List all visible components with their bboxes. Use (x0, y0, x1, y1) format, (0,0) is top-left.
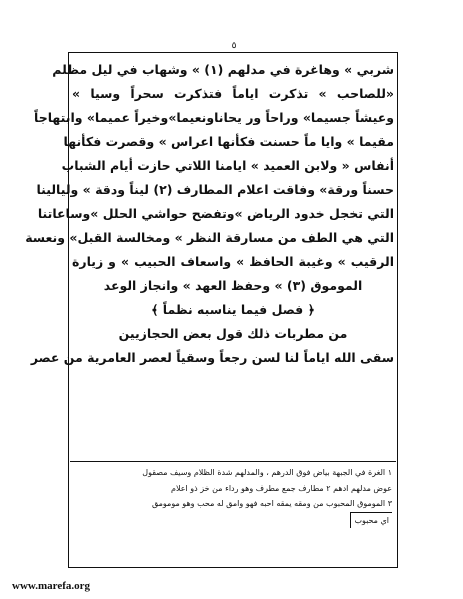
body-text (25, 58, 394, 370)
footnote-separator (70, 461, 396, 462)
text-line: الموموق (٣) » وحفظ العهد » وانجاز الوعد (103, 278, 363, 293)
text-line: التي تخجل خدود الرياض »وتفضح حواشي الحلل »وساعاتنا (37, 206, 394, 221)
text-line: حسناً ورقة» وفاقت اعلام المطارف (٢) ليناً ودقة » وليالينا (36, 182, 394, 197)
footnote-line: عوض مدلهم ادهم ٢ مطارف جمع مطرف وهو رداء من خز ذو اعلام (171, 483, 392, 493)
verse-line: سقى الله اياماً لنا لسن رجعاً وسقياً لعصر العامرية من عصر (30, 350, 394, 365)
page-number: ٥ (231, 41, 237, 51)
footnote-line: ٣ الموموق المحبوب من ومقه يمقه احبه فهو وامق له محب وهو مومومق (151, 499, 392, 508)
footnotes (74, 465, 392, 527)
text-line: «للصاحب » تذكرت اياماً فتذكرت سحراً وسيا » (72, 86, 394, 101)
text-line: من مطربات ذلك قول بعض الحجازيين (118, 326, 348, 341)
site-url[interactable]: www.marefa.org (12, 580, 90, 592)
footnote-line: ١ الغرة في الجبهة بياض فوق الدرهم ، والمدلهم شدة الظلام وسيف مصقول (142, 468, 392, 477)
text-line: شربي » وهاغرة في مدلهم (١) » وشهاب في ليل مظلم (52, 62, 394, 77)
section-heading: ﴿ فصل فيما يناسبه نظماً ﴾ (151, 302, 315, 317)
text-line: أنفاس « ولابن العميد » ايامنا اللاتي حازت أيام الشباب (61, 158, 394, 173)
footnote-line (74, 512, 392, 528)
text-line: الرقيب » وغيبة الحافظ » واسعاف الحبيب » و زيارة (72, 254, 394, 269)
footnote-last-text: اي محبوب (350, 512, 392, 529)
text-line: مقيما » وايا ماً حسنت فكأنها اعراس » وقصرت فكأنها (63, 134, 394, 149)
text-line: التي هي الطف من مسارقة النظر » ومخالسة القبل» ونعسة (25, 230, 394, 245)
text-line: وعيشاً جسيما» وراحاً ور يحاناونعيما»وخيراً عميما» وابتهاجاً (34, 110, 394, 125)
